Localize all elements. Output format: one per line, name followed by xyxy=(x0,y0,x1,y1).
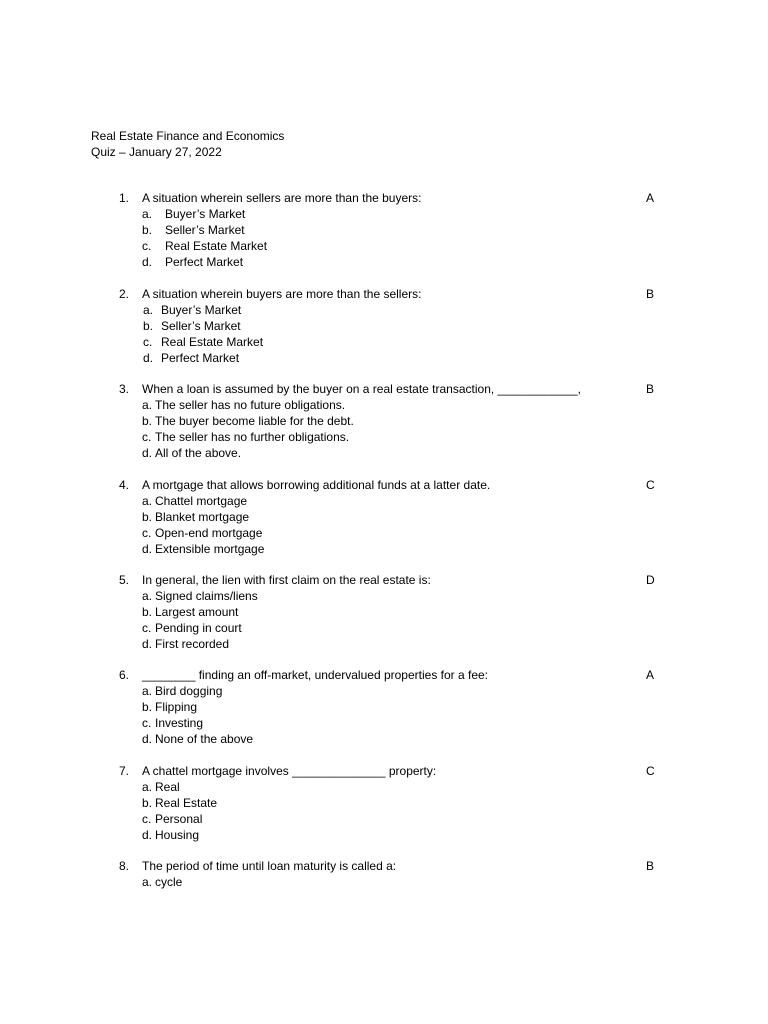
option-a xyxy=(0,398,768,414)
question-text: A situation wherein sellers are more than the buyers: xyxy=(142,191,422,205)
option-letter: d. xyxy=(142,827,153,842)
option-c xyxy=(0,335,768,351)
option-text: Bird dogging xyxy=(155,683,223,698)
question-8 xyxy=(0,859,768,891)
document-header xyxy=(91,128,284,160)
option-c xyxy=(0,430,768,446)
question-text: A situation wherein buyers are more than the sellers: xyxy=(142,287,422,301)
option-a xyxy=(0,684,768,700)
question-line xyxy=(0,287,768,303)
option-a xyxy=(0,494,768,510)
option-d xyxy=(0,637,768,653)
option-c xyxy=(0,812,768,828)
option-letter: c. xyxy=(142,811,152,826)
question-line xyxy=(0,764,768,780)
question-text: In general, the lien with first claim on the real estate is: xyxy=(142,573,431,587)
option-text: Buyer’s Market xyxy=(165,206,246,221)
question-text: A chattel mortgage involves ______________ property: xyxy=(142,764,437,778)
question-line xyxy=(0,573,768,589)
question-2 xyxy=(0,287,768,366)
option-b xyxy=(0,319,768,335)
option-letter: b. xyxy=(143,318,154,333)
option-text: The buyer become liable for the debt. xyxy=(155,413,354,428)
option-letter: c. xyxy=(143,334,153,349)
option-text: First recorded xyxy=(155,636,230,651)
option-d xyxy=(0,542,768,558)
option-text: Flipping xyxy=(155,699,198,714)
question-text: A mortgage that allows borrowing additional funds at a latter date. xyxy=(142,478,491,492)
option-text: Buyer’s Market xyxy=(161,302,242,317)
option-a xyxy=(0,875,768,891)
option-b xyxy=(0,796,768,812)
option-letter: d. xyxy=(142,541,153,556)
option-a xyxy=(0,589,768,605)
option-a xyxy=(0,303,768,319)
option-letter: b. xyxy=(142,413,153,428)
answer-key: B xyxy=(646,859,655,873)
question-line xyxy=(0,191,768,207)
option-text: The seller has no further obligations. xyxy=(155,429,350,444)
option-text: Real Estate Market xyxy=(161,334,264,349)
question-text: The period of time until loan maturity is called a: xyxy=(142,859,397,873)
option-letter: a. xyxy=(142,206,153,221)
option-text: Real Estate xyxy=(155,795,218,810)
option-text: Investing xyxy=(155,715,204,730)
option-text: Seller’s Market xyxy=(165,222,245,237)
option-letter: b. xyxy=(142,222,153,237)
option-text: Real xyxy=(155,779,180,794)
option-letter: c. xyxy=(142,525,152,540)
option-letter: a. xyxy=(142,397,153,412)
question-number: 5. xyxy=(119,573,130,587)
option-text: Real Estate Market xyxy=(165,238,268,253)
question-1 xyxy=(0,191,768,270)
option-letter: a. xyxy=(142,683,153,698)
question-6 xyxy=(0,668,768,747)
option-letter: a. xyxy=(142,874,153,889)
option-c xyxy=(0,239,768,255)
option-letter: d. xyxy=(143,350,154,365)
question-number: 7. xyxy=(119,764,130,778)
option-text: Perfect Market xyxy=(165,254,244,269)
answer-key: A xyxy=(646,668,655,682)
option-b xyxy=(0,414,768,430)
option-letter: c. xyxy=(142,715,152,730)
option-c xyxy=(0,621,768,637)
option-letter: b. xyxy=(142,604,153,619)
option-b xyxy=(0,605,768,621)
question-7 xyxy=(0,764,768,843)
option-b xyxy=(0,223,768,239)
option-text: Personal xyxy=(155,811,203,826)
document-title: Real Estate Finance and Economics xyxy=(91,129,285,143)
option-letter: d. xyxy=(142,445,153,460)
option-text: Blanket mortgage xyxy=(155,509,250,524)
question-4 xyxy=(0,478,768,557)
option-text: Chattel mortgage xyxy=(155,493,248,508)
question-line xyxy=(0,382,768,398)
option-text: The seller has no future obligations. xyxy=(155,397,346,412)
option-text: Signed claims/liens xyxy=(155,588,258,603)
option-letter: d. xyxy=(142,636,153,651)
option-letter: c. xyxy=(142,429,152,444)
answer-key: C xyxy=(646,478,655,492)
option-letter: a. xyxy=(142,493,153,508)
option-letter: c. xyxy=(142,620,152,635)
document-subtitle: Quiz – January 27, 2022 xyxy=(91,145,222,159)
answer-key: B xyxy=(646,287,655,301)
option-letter: a. xyxy=(142,588,153,603)
option-text: cycle xyxy=(155,874,183,889)
answer-key: C xyxy=(646,764,655,778)
option-text: Pending in court xyxy=(155,620,242,635)
option-letter: a. xyxy=(143,302,154,317)
question-5 xyxy=(0,573,768,652)
option-letter: b. xyxy=(142,795,153,810)
option-a xyxy=(0,780,768,796)
option-letter: b. xyxy=(142,699,153,714)
option-d xyxy=(0,828,768,844)
option-text: Housing xyxy=(155,827,200,842)
question-number: 4. xyxy=(119,478,130,492)
answer-key: D xyxy=(646,573,655,587)
option-letter: d. xyxy=(142,731,153,746)
option-d xyxy=(0,351,768,367)
option-c xyxy=(0,716,768,732)
option-letter: a. xyxy=(142,779,153,794)
answer-key: B xyxy=(646,382,655,396)
question-line xyxy=(0,478,768,494)
option-d xyxy=(0,446,768,462)
option-b xyxy=(0,700,768,716)
option-text: Open-end mortgage xyxy=(155,525,263,540)
option-text: Seller’s Market xyxy=(161,318,241,333)
question-number: 6. xyxy=(119,668,130,682)
answer-key: A xyxy=(646,191,655,205)
option-text: None of the above xyxy=(155,731,254,746)
question-number: 3. xyxy=(119,382,130,396)
option-letter: d. xyxy=(142,254,153,269)
question-number: 2. xyxy=(119,287,130,301)
option-text: All of the above. xyxy=(155,445,242,460)
question-text: When a loan is assumed by the buyer on a real estate transaction, ____________, xyxy=(142,382,581,396)
option-text: Perfect Market xyxy=(161,350,240,365)
option-b xyxy=(0,510,768,526)
question-line xyxy=(0,859,768,875)
option-letter: b. xyxy=(142,509,153,524)
option-text: Largest amount xyxy=(155,604,239,619)
question-number: 8. xyxy=(119,859,130,873)
option-a xyxy=(0,207,768,223)
option-d xyxy=(0,732,768,748)
option-c xyxy=(0,526,768,542)
option-letter: c. xyxy=(142,238,152,253)
question-text: ________ finding an off-market, undervalued properties for a fee: xyxy=(142,668,489,682)
option-text: Extensible mortgage xyxy=(155,541,265,556)
option-d xyxy=(0,255,768,271)
question-number: 1. xyxy=(119,191,130,205)
question-line xyxy=(0,668,768,684)
question-3 xyxy=(0,382,768,461)
